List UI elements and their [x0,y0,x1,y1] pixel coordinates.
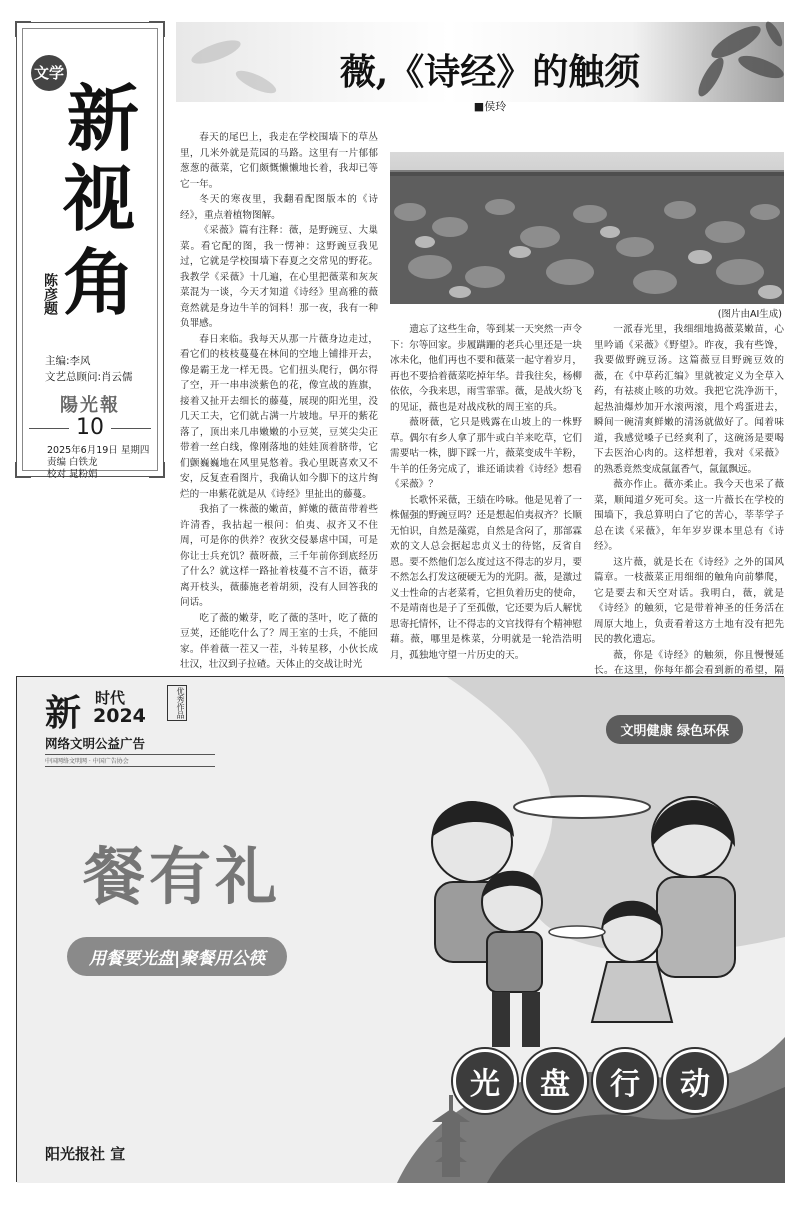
paragraph: 薇，你是《诗经》的触须，你且慢慢延长。在这里，你每年都会看到新的希望，隔 [594,649,784,676]
brand-new: 新 [45,692,82,734]
public-service-ad [16,676,784,1182]
frame-corner [15,21,31,37]
paragraph: 《采薇》篇有注释：薇，是野豌豆、大巢菜。看它配的图，我一愣神：这野豌豆我见过，它就是学校围墙下春夏之交常见的野花。我教学《采薇》十几遍，在心里把薇菜和灰灰菜混为一谈，今天才知道《诗经》里高雅的薇竟然就是身边牛羊的饲料！那一夜，我有一种负罪感。 [180,225,378,329]
ad-slogan: 用餐要光盘|聚餐用公筷 [67,937,287,976]
brand-seal: 优秀作品 [167,685,187,721]
paragraph: 吃了薇的嫩芽，吃了薇的茎叶，吃了薇的豆荚，还能吃什么了？周王室的士兵，不能回家。伴着薇一茬又一茬，斗转星移，小伙长成壮汉，壮汉到子拉碴。天体止的交战让时光 [180,612,378,670]
article-column-2 [390,322,582,660]
masthead-credits [45,353,133,385]
action-badge: 动 [663,1049,727,1113]
ad-headline: 餐有礼 [83,840,282,913]
paper-name: 陽光報 [60,395,120,416]
advisor-credit: 文艺总顾问:肖云儒 [45,371,133,383]
literature-badge: 文学 [31,55,67,91]
duty-editor: 责编 白铁龙 [47,457,98,468]
paragraph: 薇呀薇，它只是贱露在山坡上的一株野草。偶尔有乡人拿了那牛或白羊来吃草，它们需要咕一株，脚下踩一片，薇菜变成牛羊粉，牛羊的任务完成了，谁还诵读着《诗经》想看《采薇》？ [390,417,582,490]
action-badge: 盘 [523,1049,587,1113]
paragraph: 一派春光里，我细细地捣薇菜嫩苗，心里吟诵《采薇》《野望》。昨夜，我有些馋，我要做野豌豆汤。这篇薇豆目野豌豆效的薇，在《中草药汇编》里就被定义为全草入药，有祛痰止咳的功效。我把它洗净沥干，起热油爆炒加开水滚两滚，甩个鸡蛋进去，瞬间一碗清爽鲜嫩的清汤就做好了。闻着味道，我感觉嗓子已经爽利了，这碗汤是要喝下去医治心肉的。这样想着，我对《采薇》的熟悉竟然变成氤氲香气，氤氲飘远。 [594,324,784,475]
issue-date: 2025年6月19日 星期四 [47,445,150,456]
vetch-field-photo [390,152,784,304]
brand-subtitle: 网络文明公益广告 [45,736,146,751]
paragraph: 长歌怀采薇，王绩在吟咏。他是见着了一株倔强的野豌豆吗？还是想起伯夷叔齐？长顺无怕识，自然是藻霓，自然是含闷了，那部霖欢的文人总会据起忠贞义士的待铭，反省自恩。要不然他们怎么度过这不得志的岁月，要不然怎么打发这硬硬无为的光阴。薇，是激过义士性命的古老菜肴，它担负着历史的使命，不是靖南也是子了至孤傲，它还要为后人解忧思寄托情怀，让不得志的文官找得有个精神慰藉。薇，哪里是株菜，分明就是一轮浩浩明月，孤独地守望一片历史的天。 [390,494,582,661]
article-title: 薇,《诗经》的触须 [339,51,641,93]
paragraph: 薇亦作止。薇亦柔止。我今天也采了薇菜，顺闻道夕死可矣。这一片薇长在学校的围墙下，我总算明白了它的苦心，莘莘学子总在读《采薇》，年年岁岁课本里总有《诗经》。 [594,479,784,552]
article-column-1 [180,130,378,670]
paragraph: 春日来临。我每天从那一片薇身边走过，看它们的枝枝蔓蔓在林间的空地上铺排开去，像是霸王龙一样无畏。它们扭头爬行，偶尔得了空，开一串串淡紫色的花，像宣战的旌旗，接着又扯开去细长的藤蔓，展现的阳光里，没几天工夫，它们就占满一片坡地。早开的紫花落了，顶出来几串嫩嫩的小豆荚，豆荚尖尖正带着一丝白线，像刚落地的娃娃顶着脐带，它们颤巍巍地在风里晃悠着。我心里既喜欢又不安，反复查看图片，我确认如今脚下的这片绚烂的一串紫花就是从《诗经》里扯出的藤蔓。 [180,333,378,500]
brand-fine-print: 中国网络文明网 · 中国广告协会 [45,754,215,767]
proofreader: 校对 晁粉娟 [47,469,98,480]
action-badge: 光 [453,1049,517,1113]
masthead-char-3: 角 [63,240,136,325]
calligraphy-signature: 陈彦题 [42,273,58,315]
brand-era: 时代 [95,689,126,707]
frame-corner [15,462,31,478]
paragraph: 我掐了一株薇的嫩苗，鲜嫩的薇苗带着些许清香，我拈起一根问：伯夷、叔齐又不住周，可是你的供养？夜狄交侵暴虐中国，可是你让士兵充饥？薇呀薇，三千年前你到底经历了什么？就这样一路扯着枝蔓不言不语，薇芽离开枝头，薇藤施老着胡须，没有人回答我的问话。 [180,504,378,608]
plant-field-image [390,152,784,304]
masthead-char-2: 视 [63,156,136,241]
paragraph: 遗忘了这些生命，等到某一天突然一声令下：尔等回家。步履蹒跚的老兵心里还是一块冰未化，他们再也不要和薇菜一起守着岁月，再也不要拾着薇菜吃掉年华。昔我往矣，杨柳依依，今我来思，雨雪霏霏。薇，是战火纷飞的见证，薇也是对战戍秋的周王室的兵。 [390,324,582,413]
article-column-3 [594,322,784,676]
ad-brand [45,685,215,767]
ad-publisher: 阳光报社 宣 [45,1145,126,1163]
action-badges [453,1049,727,1113]
paragraph: 冬天的寒夜里，我翻看配图版本的《诗经》，重点着植物图解。 [180,194,378,221]
ad-tag: 文明健康 绿色环保 [606,715,743,744]
frame-corner [149,462,165,478]
paragraph: 这片薇，就是长在《诗经》之外的国风篇章。一枝薇菜正用细细的触角向前攀爬，它是要去和天空对话。我明白，薇，就是《诗经》的触须，它是带着神圣的任务活在周原大地上，负责看着这方土地有没有把先民的教化遗忘。 [594,556,784,645]
photo-caption: (图片由AI生成) [717,309,782,320]
editor-credit: 主编:李风 [45,355,91,367]
masthead [16,22,164,480]
issue-meta [47,445,149,481]
action-badge: 行 [593,1049,657,1113]
paragraph: 春天的尾巴上，我走在学校围墙下的草丛里，几米外就是荒园的马路。这里有一片郁郁葱葱的薇菜，它们颇慨懒懒地长着，我却已等它一年。 [180,132,378,190]
article-byline: ■侯玲 [473,100,507,113]
frame-corner [149,21,165,37]
masthead-char-1: 新 [67,76,140,161]
page-number: 10 [17,415,163,440]
brand-year: 2024 [93,705,146,727]
